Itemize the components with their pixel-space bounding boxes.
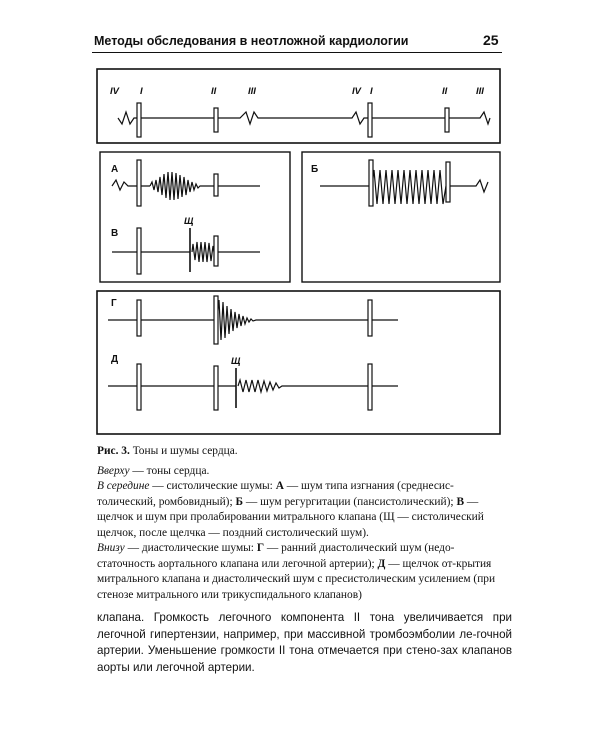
- trace-v: [112, 228, 260, 274]
- label-ii-2: II: [442, 86, 448, 97]
- frame-g-d: [97, 291, 500, 434]
- tone-i-marker-2: [368, 103, 372, 137]
- page-number: 25: [483, 32, 499, 48]
- panel-b-letter: Б: [311, 164, 319, 175]
- caption-mid-text-3: — шум регургитации (пансистолический);: [243, 495, 457, 508]
- label-iii-2: III: [476, 86, 484, 97]
- caption-bot-text: — диастолические шумы:: [124, 542, 257, 554]
- panel-d-letter: Д: [111, 354, 119, 365]
- label-ii: II: [211, 86, 217, 97]
- caption-top-text: — тоны сердца.: [129, 464, 210, 477]
- tone-ii-marker-2: [445, 108, 449, 132]
- panel-v-letter: В: [111, 228, 119, 239]
- caption-mid-lead: В середине: [97, 480, 150, 492]
- label-i: I: [140, 86, 143, 97]
- frame-top: [97, 69, 500, 143]
- caption-bot-lead: Внизу: [97, 542, 125, 554]
- panel-a-letter: А: [111, 164, 119, 175]
- running-header: Методы обследования в неотложной кардиологии: [94, 34, 409, 48]
- frame-b: [302, 152, 500, 282]
- label-iii: III: [248, 86, 256, 97]
- caption-mid-a: А: [275, 480, 284, 492]
- caption-fig-label: Рис. 3.: [97, 445, 130, 457]
- label-iv: IV: [110, 86, 119, 97]
- caption-top-lead: Вверху: [97, 464, 130, 477]
- caption-mid-b: Б: [235, 495, 244, 508]
- caption-mid-text-2: — шум типа изгнания (среднесис-толический, ромбовидный);: [97, 480, 454, 508]
- click-label-v: Щ: [184, 216, 194, 227]
- caption-mid-text-4: — щелчок и шум при пролабировании митрального клапана (Щ — систолический щелчок, после щелчка — поздний систолический шум).: [97, 495, 484, 539]
- tone-ii-marker: [214, 108, 218, 132]
- click-label-d: Щ: [231, 356, 241, 367]
- caption-mid-text: — систолические шумы:: [149, 480, 276, 492]
- body-paragraph: клапана. Громкость легочного компонента II тона увеличивается при легочной гипертензии, например, при массивной тромбоэмболии ле-гочной артерии. Уменьшение громкости II тона отмечается при стено-зах клапанов аорты или легочной артерии.: [97, 611, 512, 674]
- trace-b: [320, 160, 488, 206]
- caption-fig-title: Тоны и шумы сердца.: [132, 445, 238, 457]
- tones-trace: [118, 103, 490, 137]
- caption-bot-text-2: — ранний диастолический шум (недо-статочность аортального клапана или легочной артерии);: [97, 542, 455, 570]
- caption-mid-v: В: [456, 495, 465, 508]
- caption-bot-d: Д: [377, 557, 386, 570]
- trace-a: [112, 160, 260, 206]
- figure-caption: [97, 444, 507, 603]
- trace-d: [108, 364, 398, 410]
- frame-a-v: [100, 152, 290, 282]
- caption-bot-g: Г: [256, 542, 265, 554]
- label-i-2: I: [370, 86, 373, 97]
- tone-i-marker: [137, 103, 141, 137]
- panel-g-letter: Г: [111, 298, 117, 309]
- caption-bot-text-3: — щелчок от-крытия митрального клапана и диастолический шум с пресистолическим усилением (при стенозе митрального или трикуспидального клапанов): [97, 557, 496, 601]
- trace-g: [108, 296, 398, 344]
- label-iv-2: IV: [352, 86, 361, 97]
